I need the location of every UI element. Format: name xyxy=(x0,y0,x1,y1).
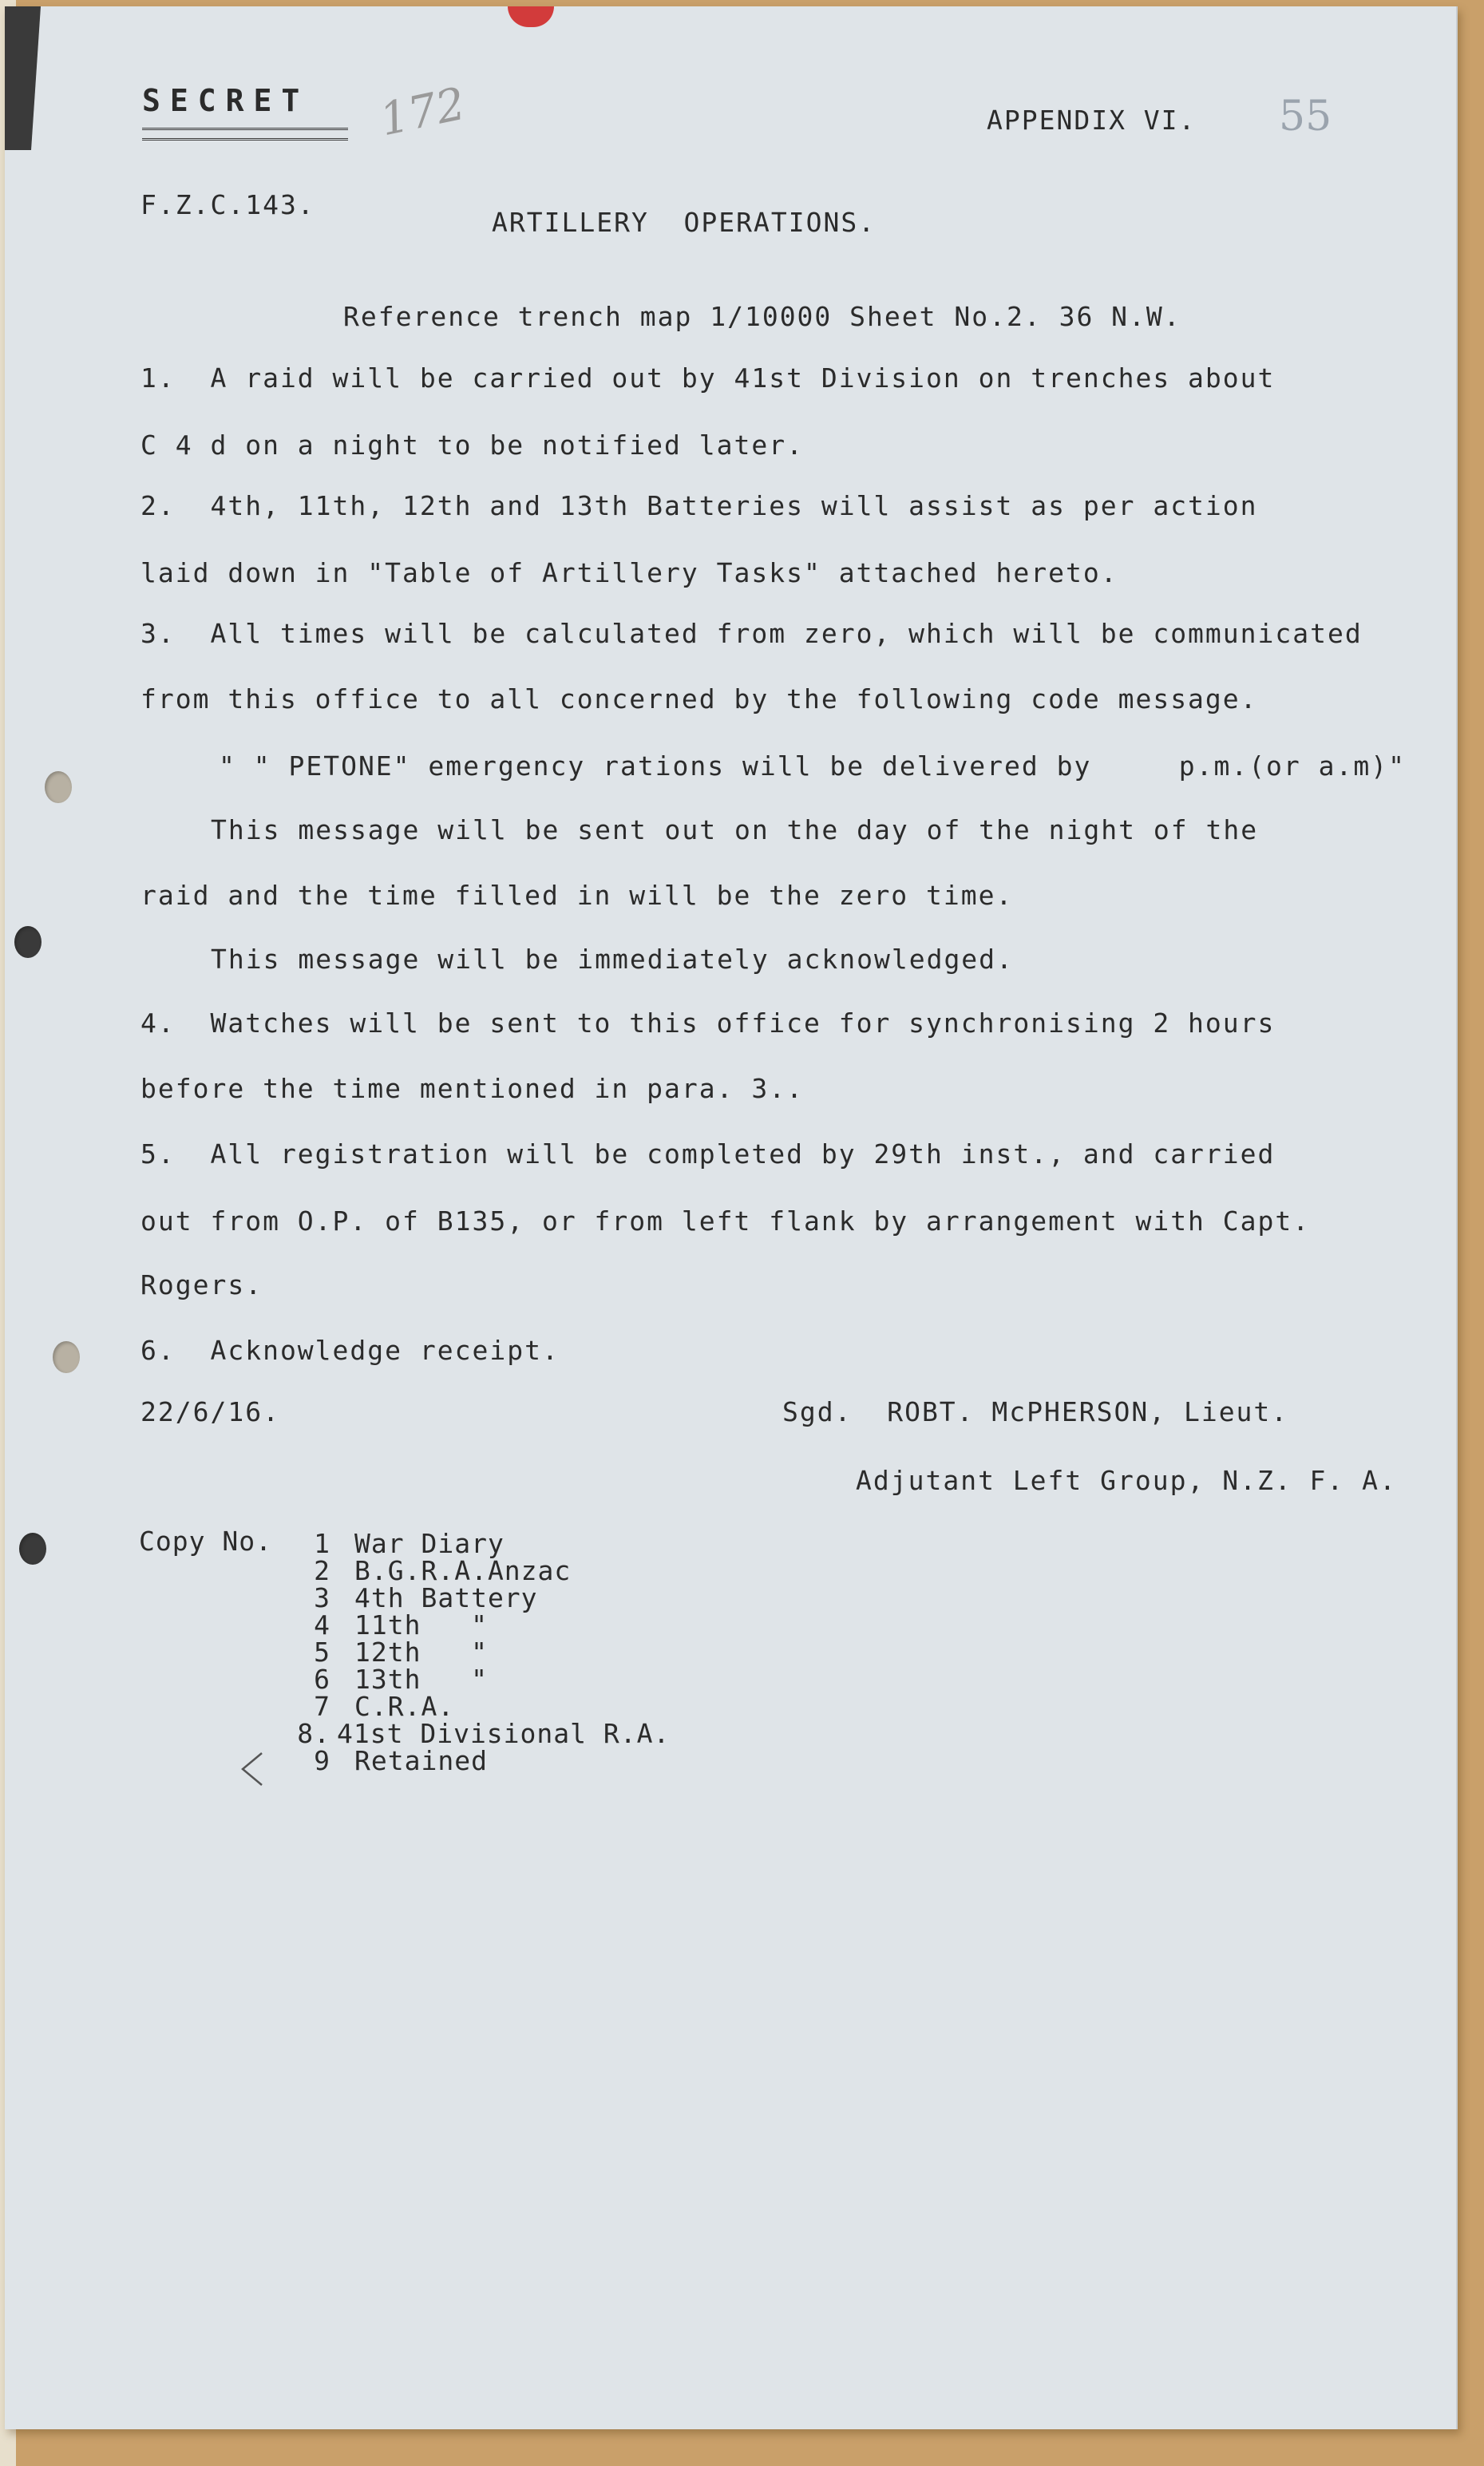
text-line: 6. Acknowledge receipt. xyxy=(140,1335,560,1366)
text-line: 1. A raid will be carried out by 41st Division on trenches about xyxy=(140,362,1276,394)
red-seal-mark xyxy=(508,6,554,27)
document-date: 22/6/16. xyxy=(140,1396,280,1427)
copy-recipient: C.R.A. xyxy=(354,1691,455,1722)
copy-number: 7 xyxy=(314,1691,330,1722)
text-line: This message will be immediately acknowledged. xyxy=(211,944,1014,975)
text-line: C 4 d on a night to be notified later. xyxy=(140,429,804,461)
copy-number: 1 xyxy=(314,1528,330,1559)
text-line: before the time mentioned in para. 3.. xyxy=(140,1073,804,1104)
punch-hole xyxy=(53,1341,80,1373)
text-line: This message will be sent out on the day of the night of the xyxy=(211,814,1259,845)
signature-line: Sgd. ROBT. McPHERSON, Lieut. xyxy=(782,1396,1289,1427)
text-line: 2. 4th, 11th, 12th and 13th Batteries will assist as per action xyxy=(140,490,1258,521)
copy-recipient: 11th " xyxy=(354,1609,488,1641)
copy-number: 2 xyxy=(314,1555,330,1586)
copy-recipient: War Diary xyxy=(354,1528,505,1559)
folio-number: 55 xyxy=(1279,93,1332,141)
classification-secret: SECRET xyxy=(142,83,310,118)
text-line: laid down in "Table of Artillery Tasks" attached hereto. xyxy=(140,557,1118,588)
copy-recipient: 41st Divisional R.A. xyxy=(337,1718,671,1749)
classification-underline xyxy=(142,128,348,141)
copy-label: Copy No. xyxy=(139,1526,272,1557)
text-line: from this office to all concerned by the following code message. xyxy=(140,683,1258,714)
copy-number: 3 xyxy=(314,1582,330,1613)
copy-recipient: 4th Battery xyxy=(354,1582,538,1613)
copy-recipient: Retained xyxy=(354,1745,488,1776)
copy-number: 4 xyxy=(314,1609,330,1641)
text-line: Rogers. xyxy=(140,1269,263,1300)
copy-number: 5 xyxy=(314,1637,330,1668)
copy-recipient: 13th " xyxy=(354,1664,488,1695)
text-line: out from O.P. of B135, or from left flank by arrangement with Capt. xyxy=(140,1205,1311,1237)
copy-recipient: B.G.R.A.Anzac xyxy=(354,1555,572,1586)
punch-hole xyxy=(45,771,72,803)
file-reference: F.Z.C.143. xyxy=(140,189,315,220)
pencil-tick-mark xyxy=(239,1752,263,1787)
text-line: raid and the time filled in will be the zero time. xyxy=(140,880,1014,911)
signature-role: Adjutant Left Group, N.Z. F. A. xyxy=(856,1465,1397,1496)
reference-line: Reference trench map 1/10000 Sheet No.2. 36 N.W. xyxy=(343,301,1181,332)
document-title: ARTILLERY OPERATIONS. xyxy=(492,207,877,238)
code-message: " " PETONE" emergency rations will be delivered by p.m.(or a.m)" xyxy=(219,750,1407,782)
punch-hole xyxy=(19,1533,46,1565)
copy-number: 8. xyxy=(297,1718,330,1749)
torn-corner xyxy=(5,6,125,150)
pencil-number: 172 xyxy=(375,77,470,147)
punch-hole xyxy=(14,926,42,958)
appendix-label: APPENDIX VI. xyxy=(987,105,1197,136)
copy-recipient: 12th " xyxy=(354,1637,488,1668)
text-line: 5. All registration will be completed by 29th inst., and carried xyxy=(140,1138,1276,1170)
copy-number: 6 xyxy=(314,1664,330,1695)
document-page xyxy=(5,6,1458,2429)
text-line: 3. All times will be calculated from zero, which will be communicated xyxy=(140,618,1363,649)
text-line: 4. Watches will be sent to this office for synchronising 2 hours xyxy=(140,1007,1276,1039)
copy-number: 9 xyxy=(314,1745,330,1776)
